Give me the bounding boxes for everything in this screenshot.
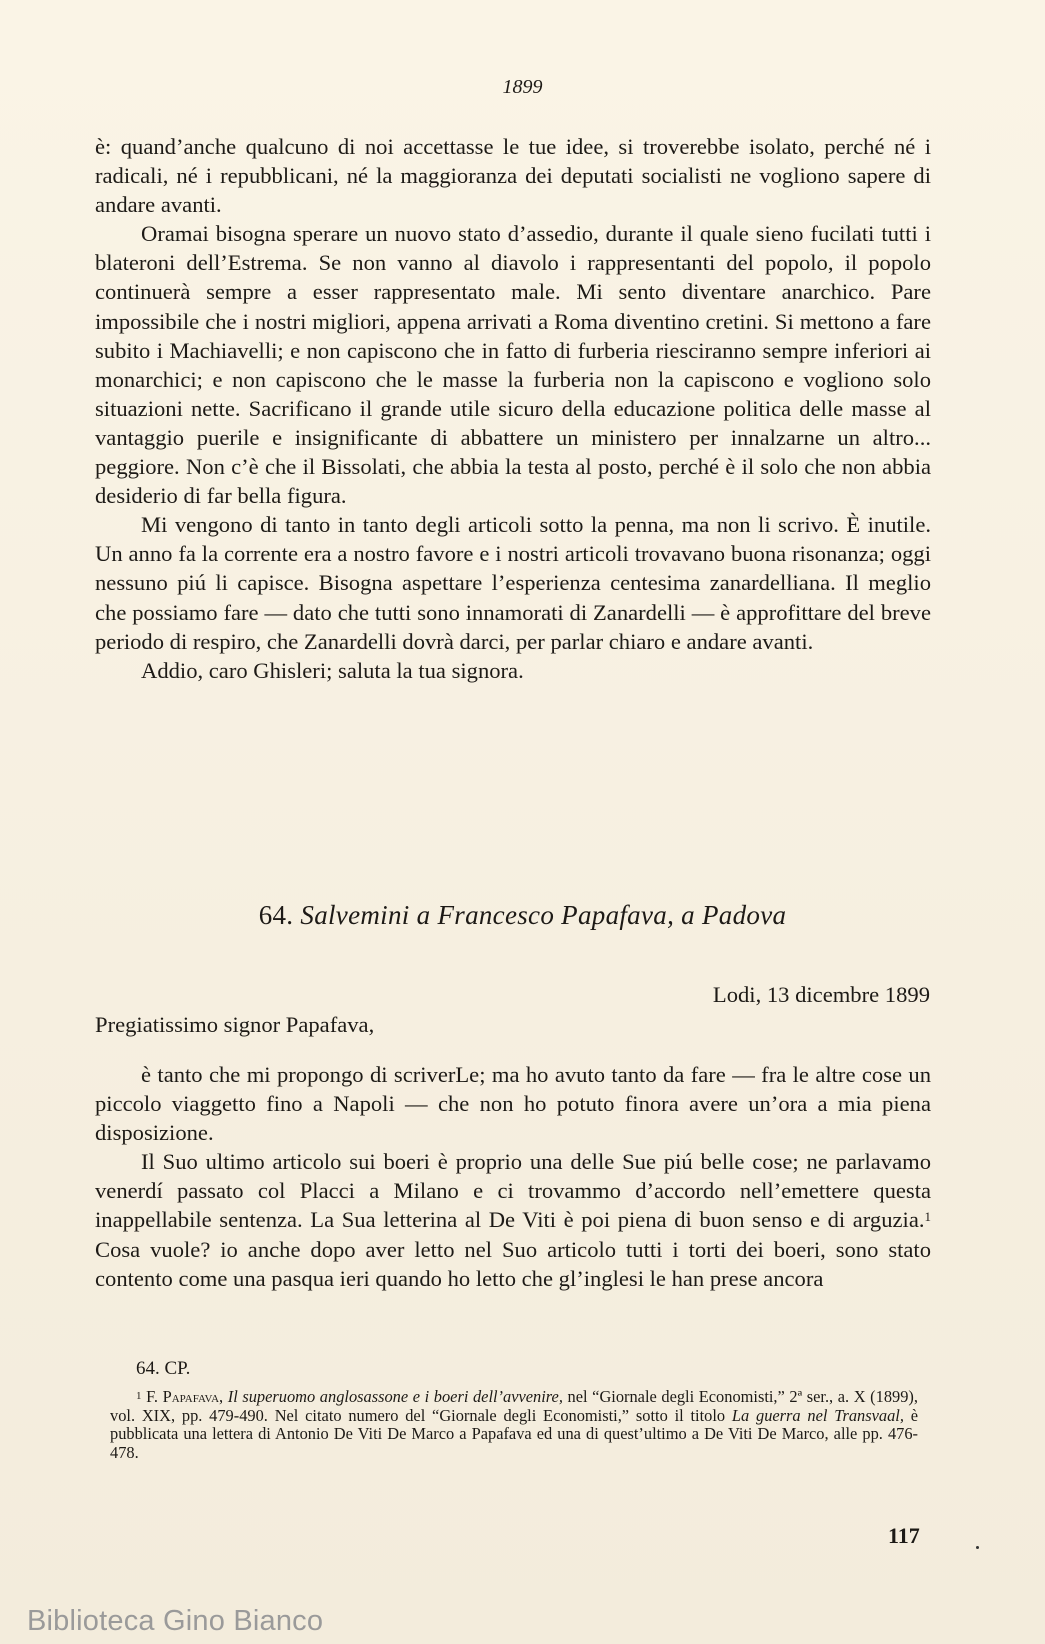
salutation: Pregiatissimo signor Papafava, <box>95 1012 375 1037</box>
footnote-title: Il superuomo anglosassone e i boeri dell’avvenire, <box>227 1387 563 1406</box>
ink-dot <box>976 1546 979 1549</box>
paragraph: Mi vengono di tanto in tanto degli articoli sotto la penna, ma non li scrivo. È inutile. Un anno fa la corrente era a nostro favore e i nostri articoli trovavano buona risonanza; oggi nessuno piú li capisce. Bisogna aspettare l’esperienza centesima zanardelliana. Il meglio che possiamo fare — dato che tutti sono innamorati di Zanardelli — è approfittare del breve periodo di respiro, che Zanardelli dovrà darci, per parlar chiaro e andare avanti. <box>95 512 931 654</box>
running-head: 1899 <box>502 76 543 98</box>
letter-title: Salvemini a Francesco Papafava, a Padova <box>300 900 787 930</box>
letter-number: 64. <box>258 900 294 930</box>
source-reference: 64. CP. <box>136 1358 191 1379</box>
paragraph-text: Il Suo ultimo articolo sui boeri è proprio una delle Sue piú belle cose; ne parlavamo venerdí passato col Placci a Milano e ci trovammo d’accordo nell’emettere questa inappellabile sentenza. La Sua letterina al De Viti è poi piena di buon senso e di arguzia. <box>95 1149 931 1233</box>
letter-64-body <box>95 1060 931 1293</box>
paragraph-text: Cosa vuole? io anche dopo aver letto nel Suo articolo tutti i torti dei boeri, sono stato contento come una pasqua ieri quando ho letto che gl’inglesi le han prese ancora <box>95 1236 931 1291</box>
footnote-reference: 1 <box>924 1209 931 1225</box>
footnote-text: nel “Giornale degli Economisti,” 2ª ser., a. X (1899), vol. XIX, pp. 479-490. Nel citato numero del “Giornale degli Economisti,” sotto il titolo <box>110 1387 918 1425</box>
footnote-title: La guerra nel Transvaal, <box>731 1405 904 1425</box>
footnote-author: F. Papafava, <box>146 1387 224 1406</box>
footnote-marker: 1 <box>136 1390 142 1402</box>
letter-heading <box>0 900 1045 931</box>
library-watermark: Biblioteca Gino Bianco <box>27 1605 324 1637</box>
paragraph: è: quand’anche qualcuno di noi accettasse le tue idee, si troverebbe isolato, perché né i radicali, né i repubblicani, né la maggioranza dei deputati socialisti ne vogliono sapere di andare avanti. <box>95 134 931 218</box>
dateline: Lodi, 13 dicembre 1899 <box>712 982 930 1007</box>
footnote-text: è pubblicata una lettera di Antonio De Viti De Marco a Papafava ed una di quest’ultimo a De Viti De Marco, alle pp. 476-478. <box>110 1405 918 1462</box>
paragraph: Addio, caro Ghisleri; saluta la tua signora. <box>141 657 524 683</box>
paragraph <box>95 1147 931 1292</box>
footnote-1 <box>110 1388 918 1462</box>
paragraph: Oramai bisogna sperare un nuovo stato d’assedio, durante il quale sieno fucilati tutti i blateroni dell’Estrema. Se non vanno al diavolo i rappresentanti del popolo, il popolo continuerà sempre a esser rappresentato male. Mi sento diventare anarchico. Pare impossibile che i nostri migliori, appena arrivati a Roma diventino cretini. Si mettono a fare subito i Machiavelli; e non capiscono che in fatto di furberia riesciranno sempre inferiori ai monarchici; e non capiscono che le masse la furberia non la capiscono e vogliono solo situazioni nette. Sacrificano il grande utile sicuro della educazione politica delle masse al vantaggio puerile e insignificante di abbattere un ministero per innalzarne un altro... peggiore. Non c’è che il Bissolati, che abbia la testa al posto, perché è il solo che non abbia desiderio di far bella figura. <box>95 221 931 509</box>
letter-63-continuation <box>95 132 931 685</box>
paragraph: è tanto che mi propongo di scriverLe; ma ho avuto tanto da fare — fra le altre cose un piccolo viaggetto fino a Napoli — che non ho potuto finora avere un’ora a mia piena disposizione. <box>95 1062 931 1146</box>
page-number: 117 <box>888 1523 920 1548</box>
